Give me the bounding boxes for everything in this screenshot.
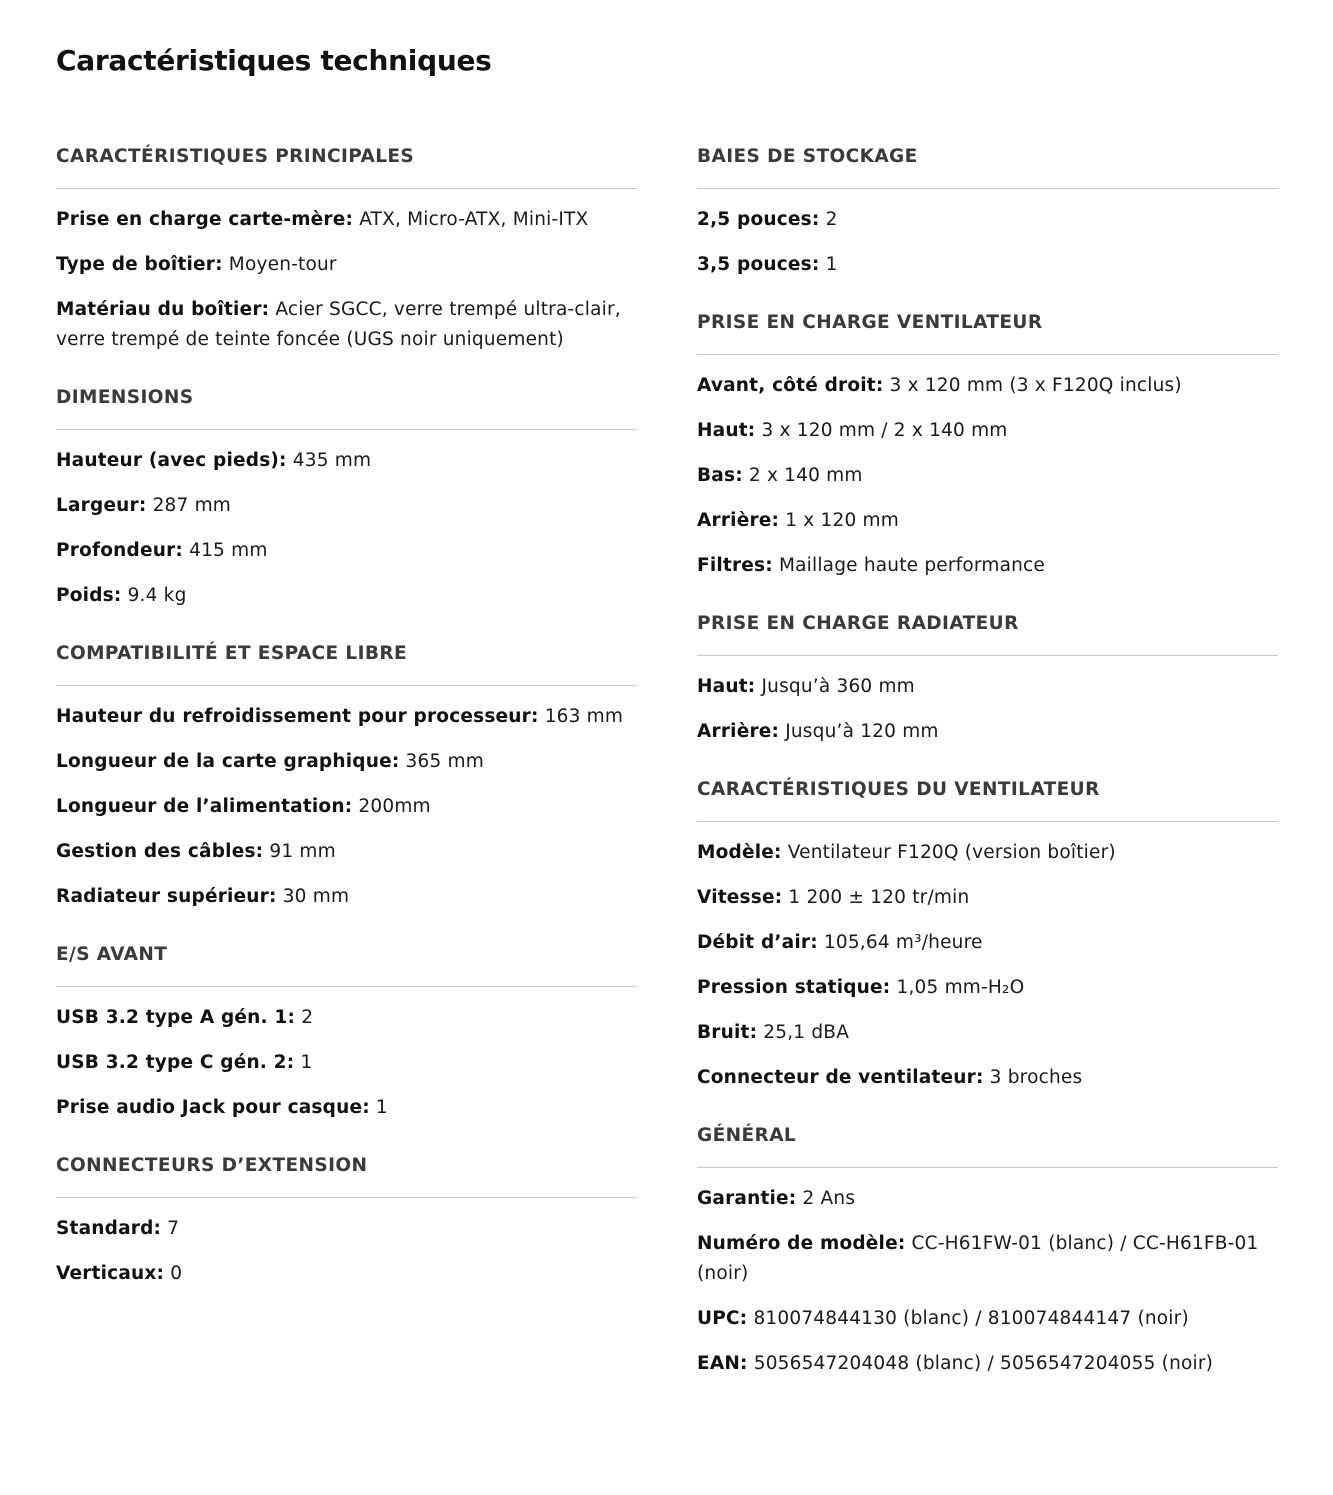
spec-label: Débit d’air: xyxy=(697,932,818,953)
spec-value: 7 xyxy=(167,1218,180,1239)
spec-section xyxy=(56,942,637,1123)
spec-item xyxy=(56,882,637,912)
spec-value: 1,05 mm-H₂O xyxy=(896,977,1025,998)
spec-item xyxy=(56,446,637,476)
spec-value: 2 x 140 mm xyxy=(748,465,863,486)
spec-label: Matériau du boîtier: xyxy=(56,299,270,320)
spec-label: Bruit: xyxy=(697,1022,758,1043)
spec-item xyxy=(697,1229,1278,1289)
spec-label: Bas: xyxy=(697,465,743,486)
spec-item xyxy=(697,551,1278,581)
spec-value: Jusqu’à 120 mm xyxy=(785,721,939,742)
spec-list xyxy=(697,822,1278,1093)
spec-value: 200mm xyxy=(358,796,431,817)
section-heading: CONNECTEURS D’EXTENSION xyxy=(56,1153,637,1198)
spec-label: Longueur de la carte graphique: xyxy=(56,751,400,772)
spec-label: Type de boîtier: xyxy=(56,254,223,275)
spec-item xyxy=(697,1304,1278,1334)
spec-label: 2,5 pouces: xyxy=(697,209,820,230)
spec-value: 365 mm xyxy=(405,751,484,772)
spec-list xyxy=(56,987,637,1123)
spec-label: UPC: xyxy=(697,1308,748,1329)
spec-value: 810074844130 (blanc) / 810074844147 (noir) xyxy=(753,1308,1189,1329)
spec-item xyxy=(697,205,1278,235)
spec-label: USB 3.2 type A gén. 1: xyxy=(56,1007,296,1028)
spec-label: Hauteur du refroidissement pour processeur: xyxy=(56,706,539,727)
spec-item xyxy=(697,672,1278,702)
spec-item xyxy=(697,1184,1278,1214)
spec-value: 2 xyxy=(301,1007,314,1028)
spec-label: Poids: xyxy=(56,585,122,606)
spec-item xyxy=(56,250,637,280)
spec-label: Haut: xyxy=(697,676,756,697)
spec-item xyxy=(697,371,1278,401)
spec-label: EAN: xyxy=(697,1353,748,1374)
spec-value: 105,64 m³/heure xyxy=(823,932,983,953)
spec-value: ATX, Micro-ATX, Mini-ITX xyxy=(359,209,589,230)
spec-label: Radiateur supérieur: xyxy=(56,886,277,907)
spec-item xyxy=(56,1214,637,1244)
spec-item xyxy=(56,295,637,355)
spec-item xyxy=(56,1048,637,1078)
section-heading: CARACTÉRISTIQUES PRINCIPALES xyxy=(56,144,637,189)
spec-list xyxy=(56,189,637,355)
spec-value: 2 xyxy=(825,209,838,230)
spec-list xyxy=(56,430,637,611)
spec-value: 2 Ans xyxy=(802,1188,856,1209)
spec-item xyxy=(56,1093,637,1123)
section-heading: CARACTÉRISTIQUES DU VENTILATEUR xyxy=(697,777,1278,822)
spec-value: 415 mm xyxy=(189,540,268,561)
spec-value: 3 broches xyxy=(989,1067,1083,1088)
spec-item xyxy=(697,838,1278,868)
spec-label: Pression statique: xyxy=(697,977,891,998)
spec-list xyxy=(697,355,1278,581)
spec-section xyxy=(56,641,637,912)
spec-item xyxy=(697,883,1278,913)
spec-label: Avant, côté droit: xyxy=(697,375,884,396)
spec-item xyxy=(56,1003,637,1033)
spec-label: Prise audio Jack pour casque: xyxy=(56,1097,370,1118)
spec-section xyxy=(697,144,1278,280)
section-heading: PRISE EN CHARGE VENTILATEUR xyxy=(697,310,1278,355)
spec-item xyxy=(697,461,1278,491)
spec-value: 1 xyxy=(375,1097,388,1118)
section-heading: BAIES DE STOCKAGE xyxy=(697,144,1278,189)
spec-value: 3 x 120 mm (3 x F120Q inclus) xyxy=(889,375,1182,396)
spec-section xyxy=(697,611,1278,747)
spec-item xyxy=(697,1063,1278,1093)
spec-label: 3,5 pouces: xyxy=(697,254,820,275)
spec-item xyxy=(697,416,1278,446)
spec-label: Standard: xyxy=(56,1218,162,1239)
spec-item xyxy=(697,717,1278,747)
spec-value: 1 x 120 mm xyxy=(785,510,899,531)
spec-value: 163 mm xyxy=(544,706,624,727)
spec-value: 3 x 120 mm / 2 x 140 mm xyxy=(761,420,1008,441)
spec-item xyxy=(697,506,1278,536)
spec-value: 0 xyxy=(170,1263,183,1284)
spec-item xyxy=(56,747,637,777)
spec-list xyxy=(697,656,1278,747)
spec-section xyxy=(56,385,637,611)
spec-value: 287 mm xyxy=(152,495,232,516)
section-heading: DIMENSIONS xyxy=(56,385,637,430)
spec-label: Numéro de modèle: xyxy=(697,1233,906,1254)
spec-label: Vitesse: xyxy=(697,887,783,908)
spec-item xyxy=(697,973,1278,1003)
spec-value: 9.4 kg xyxy=(127,585,187,606)
spec-label: Connecteur de ventilateur: xyxy=(697,1067,984,1088)
spec-value: 1 xyxy=(300,1052,313,1073)
spec-list xyxy=(56,686,637,912)
spec-label: Hauteur (avec pieds): xyxy=(56,450,287,471)
section-heading: E/S AVANT xyxy=(56,942,637,987)
spec-item xyxy=(56,536,637,566)
section-heading: COMPATIBILITÉ ET ESPACE LIBRE xyxy=(56,641,637,686)
spec-value: 1 200 ± 120 tr/min xyxy=(788,887,970,908)
page-title: Caractéristiques techniques xyxy=(56,44,492,77)
spec-value: 435 mm xyxy=(292,450,372,471)
spec-label: Profondeur: xyxy=(56,540,184,561)
spec-list xyxy=(56,1198,637,1289)
spec-item xyxy=(56,792,637,822)
spec-section xyxy=(697,1123,1278,1379)
spec-column-left xyxy=(56,144,637,1319)
spec-value: 30 mm xyxy=(282,886,350,907)
spec-section xyxy=(56,144,637,355)
spec-label: Arrière: xyxy=(697,721,780,742)
spec-value: Jusqu’à 360 mm xyxy=(761,676,915,697)
spec-item xyxy=(56,581,637,611)
spec-item xyxy=(697,1018,1278,1048)
spec-value: 91 mm xyxy=(269,841,336,862)
spec-list xyxy=(697,189,1278,280)
spec-value: 5056547204048 (blanc) / 5056547204055 (noir) xyxy=(753,1353,1214,1374)
spec-label: Gestion des câbles: xyxy=(56,841,264,862)
section-heading: PRISE EN CHARGE RADIATEUR xyxy=(697,611,1278,656)
spec-value: Acier SGCC, verre trempé ultra-clair, verre trempé de teinte foncée (UGS noir uniquement) xyxy=(56,299,621,350)
spec-label: Modèle: xyxy=(697,842,782,863)
spec-label: Garantie: xyxy=(697,1188,797,1209)
spec-item xyxy=(697,1349,1278,1379)
spec-value: CC-H61FW-01 (blanc) / CC-H61FB-01 (noir) xyxy=(697,1233,1259,1284)
spec-value: Moyen-tour xyxy=(228,254,337,275)
spec-value: 1 xyxy=(825,254,838,275)
spec-value: Maillage haute performance xyxy=(778,555,1045,576)
spec-label: Haut: xyxy=(697,420,756,441)
spec-item xyxy=(56,205,637,235)
spec-label: Verticaux: xyxy=(56,1263,165,1284)
spec-item xyxy=(697,928,1278,958)
spec-label: USB 3.2 type C gén. 2: xyxy=(56,1052,295,1073)
spec-label: Longueur de l’alimentation: xyxy=(56,796,353,817)
spec-section xyxy=(56,1153,637,1289)
spec-value: 25,1 dBA xyxy=(763,1022,850,1043)
spec-item xyxy=(697,250,1278,280)
spec-section xyxy=(697,310,1278,581)
spec-label: Filtres: xyxy=(697,555,773,576)
spec-label: Largeur: xyxy=(56,495,147,516)
spec-label: Prise en charge carte-mère: xyxy=(56,209,354,230)
section-heading: GÉNÉRAL xyxy=(697,1123,1278,1168)
spec-item xyxy=(56,1259,637,1289)
spec-column-right xyxy=(697,144,1278,1409)
spec-item xyxy=(56,491,637,521)
spec-list xyxy=(697,1168,1278,1379)
spec-item xyxy=(56,702,637,732)
spec-label: Arrière: xyxy=(697,510,780,531)
spec-item xyxy=(56,837,637,867)
spec-section xyxy=(697,777,1278,1093)
spec-value: Ventilateur F120Q (version boîtier) xyxy=(787,842,1116,863)
